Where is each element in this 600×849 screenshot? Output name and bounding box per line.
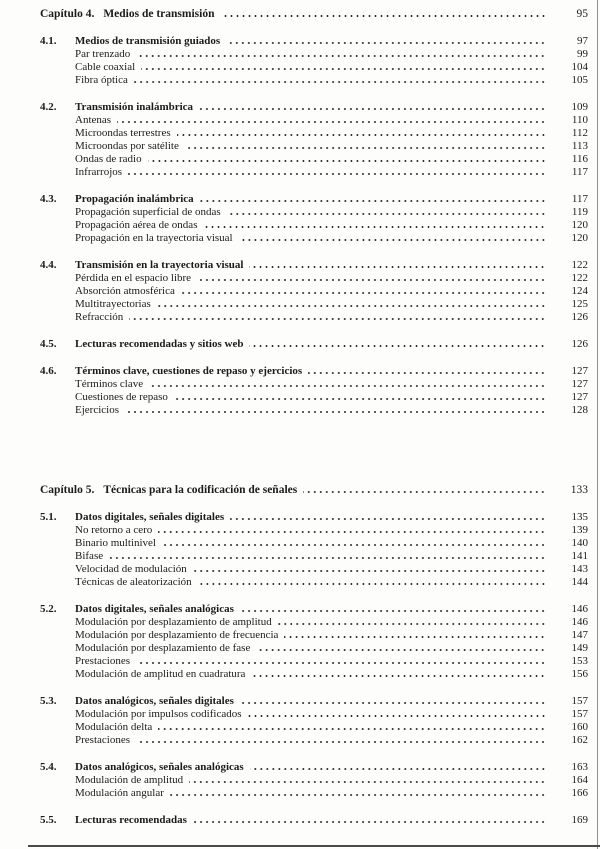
toc-entry [40,616,588,629]
entry-title: Absorción atmosférica [75,285,175,297]
entry-page: 163 [571,761,588,773]
entry-page: 117 [571,193,588,205]
entry-number: 4.2. [40,101,57,113]
toc-entry [40,74,588,87]
entry-page: 149 [571,642,588,654]
page-edge-bottom [28,845,600,847]
entry-page: 127 [571,378,588,390]
dot-leader [198,576,546,589]
toc-entry [40,603,588,616]
entry-page: 109 [571,101,588,113]
toc-entry [40,391,588,404]
dot-leader [162,537,546,550]
entry-page: 126 [571,311,588,323]
entry-title: Binario multinivel [75,537,156,549]
dot-leader [149,378,546,391]
entry-title: Microondas por satélite [75,140,179,152]
entry-title: Prestaciones [75,655,130,667]
toc-entry [40,8,588,21]
dot-leader [193,814,546,827]
entry-title: Fibra óptica [75,74,128,86]
entry-page: 153 [571,655,588,667]
entry-page: 113 [571,140,588,152]
entry-title: Lecturas recomendadas [75,814,187,826]
entry-page: 146 [571,616,588,628]
dot-leader [200,193,546,206]
entry-title: Ondas de radio [75,153,142,165]
entry-title: Refracción [75,311,124,323]
toc [40,8,588,827]
toc-entry [40,193,588,206]
entry-title: Modulación delta [75,721,153,733]
entry-title: Modulación por impulsos codificados [75,708,242,720]
toc-entry [40,814,588,827]
dot-leader [203,219,546,232]
page-edge-right [597,0,598,849]
entry-title: Multitrayectorias [75,298,151,310]
dot-leader [189,774,546,787]
dot-leader [284,629,546,642]
entry-page: 143 [571,563,588,575]
entry-page: 166 [571,787,588,799]
entry-page: 157 [571,708,588,720]
dot-leader [248,708,546,721]
dot-leader [249,338,546,351]
entry-title: Bifase [75,550,104,562]
entry-page: 169 [571,814,588,826]
entry-page: 126 [571,338,588,350]
entry-page: 157 [571,695,588,707]
entry-page: 140 [571,537,588,549]
entry-page: 122 [571,259,588,271]
dot-leader [136,48,546,61]
dot-leader [226,35,546,48]
dot-leader [230,511,546,524]
entry-title: Propagación en la trayectoria visual [75,232,233,244]
toc-entry [40,404,588,417]
entry-title: Medios de transmisión [103,8,215,20]
entry-page: 120 [571,232,588,244]
entry-title: Cable coaxial [75,61,136,73]
entry-number: 4.3. [40,193,57,205]
entry-number: 4.4. [40,259,57,271]
entry-title: Antenas [75,114,112,126]
toc-entry [40,127,588,140]
entry-page: 139 [571,524,588,536]
toc-entry [40,787,588,800]
entry-page: 133 [570,484,588,496]
entry-title: No retorno a cero [75,524,153,536]
toc-entry [40,524,588,537]
toc-entry [40,101,588,114]
entry-page: 105 [571,74,588,86]
toc-entry [40,259,588,272]
entry-page: 162 [571,734,588,746]
toc-entry [40,272,588,285]
entry-title: Lecturas recomendadas y sitios web [75,338,244,350]
entry-number: 4.5. [40,338,57,350]
entry-title: Modulación angular [75,787,164,799]
entry-title: Modulación por desplazamiento de amplitud [75,616,272,628]
toc-entry [40,550,588,563]
dot-leader [158,721,546,734]
entry-number: 5.5. [40,814,57,826]
entry-title: Infrarrojos [75,166,123,178]
toc-entry [40,563,588,576]
entry-title: Par trenzado [75,48,131,60]
toc-entry [40,285,588,298]
dot-leader [197,272,546,285]
entry-number: Capítulo 4. [40,8,95,20]
toc-entry [40,232,588,245]
dot-leader [177,127,546,140]
toc-entry [40,219,588,232]
entry-number: 5.3. [40,695,57,707]
dot-leader [125,404,546,417]
dot-leader [129,311,546,324]
toc-entry [40,153,588,166]
entry-page: 147 [571,629,588,641]
entry-page: 144 [571,576,588,588]
toc-entry [40,114,588,127]
entry-title: Términos clave, cuestiones de repaso y ejercicios [75,365,303,377]
entry-page: 116 [571,153,588,165]
entry-number: 4.6. [40,365,57,377]
dot-leader [174,391,546,404]
entry-title: Medios de transmisión guiados [75,35,221,47]
entry-title: Microondas terrestres [75,127,171,139]
dot-leader [249,259,546,272]
dot-leader [136,734,546,747]
toc-entry [40,537,588,550]
entry-page: 160 [571,721,588,733]
toc-entry [40,484,588,497]
entry-title: Datos analógicos, señales analógicas [75,761,244,773]
entry-title: Términos clave [75,378,144,390]
entry-title: Velocidad de modulación [75,563,187,575]
dot-leader [185,140,546,153]
entry-title: Ejercicios [75,404,119,416]
entry-title: Modulación de amplitud en cuadratura [75,668,246,680]
entry-page: 156 [571,668,588,680]
entry-page: 164 [571,774,588,786]
toc-entry [40,311,588,324]
dot-leader [227,206,546,219]
entry-page: 124 [571,285,588,297]
toc-entry [40,708,588,721]
entry-title: Modulación por desplazamiento de fase [75,642,251,654]
toc-entry [40,774,588,787]
entry-title: Propagación inalámbrica [75,193,194,205]
entry-title: Cuestiones de repaso [75,391,168,403]
dot-leader [199,101,546,114]
dot-leader [141,61,546,74]
entry-page: 127 [571,365,588,377]
entry-page: 110 [571,114,588,126]
dot-leader [148,153,546,166]
toc-entry [40,365,588,378]
dot-leader [157,298,546,311]
dot-leader [250,761,546,774]
toc-entry [40,629,588,642]
entry-number: 5.2. [40,603,57,615]
toc-entry [40,721,588,734]
entry-page: 125 [571,298,588,310]
dot-leader [128,166,546,179]
entry-page: 97 [577,35,588,47]
entry-page: 104 [571,61,588,73]
dot-leader [256,642,546,655]
dot-leader [308,365,546,378]
toc-entry [40,655,588,668]
dot-leader [251,668,546,681]
dot-leader [193,563,546,576]
entry-title: Técnicas de aleatorización [75,576,192,588]
dot-leader [278,616,546,629]
dot-leader [109,550,546,563]
toc-entry [40,761,588,774]
toc-entry [40,338,588,351]
entry-title: Modulación de amplitud [75,774,184,786]
entry-page: 122 [571,272,588,284]
entry-title: Datos digitales, señales analógicas [75,603,234,615]
toc-entry [40,642,588,655]
toc-entry [40,48,588,61]
dot-leader [239,232,546,245]
toc-entry [40,166,588,179]
dot-leader [117,114,546,127]
entry-number: 4.1. [40,35,57,47]
entry-title: Modulación por desplazamiento de frecuencia [75,629,279,641]
entry-title: Datos digitales, señales digitales [75,511,225,523]
entry-title: Transmisión en la trayectoria visual [75,259,244,271]
entry-page: 127 [571,391,588,403]
toc-entry [40,140,588,153]
entry-title: Datos analógicos, señales digitales [75,695,234,707]
entry-number: 5.1. [40,511,57,523]
dot-leader [303,484,546,497]
dot-leader [158,524,546,537]
toc-entry [40,61,588,74]
entry-page: 112 [571,127,588,139]
entry-page: 95 [576,8,588,20]
toc-entry [40,298,588,311]
entry-page: 128 [571,404,588,416]
entry-page: 120 [571,219,588,231]
entry-title: Pérdida en el espacio libre [75,272,192,284]
toc-entry [40,734,588,747]
entry-page: 117 [571,166,588,178]
entry-page: 135 [571,511,588,523]
entry-number: 5.4. [40,761,57,773]
toc-entry [40,576,588,589]
entry-title: Propagación superficial de ondas [75,206,221,218]
dot-leader [134,74,546,87]
dot-leader [221,8,547,21]
toc-entry [40,206,588,219]
toc-entry [40,378,588,391]
toc-entry [40,695,588,708]
entry-title: Propagación aérea de ondas [75,219,198,231]
dot-leader [181,285,546,298]
dot-leader [240,603,546,616]
entry-page: 146 [571,603,588,615]
toc-entry [40,511,588,524]
entry-page: 119 [571,206,588,218]
entry-page: 141 [571,550,588,562]
toc-entry [40,668,588,681]
dot-leader [136,655,546,668]
dot-leader [170,787,546,800]
dot-leader [240,695,546,708]
entry-title: Transmisión inalámbrica [75,101,194,113]
toc-entry [40,35,588,48]
entry-number: Capítulo 5. [40,484,95,496]
entry-title: Técnicas para la codificación de señales [103,484,298,496]
entry-title: Prestaciones [75,734,130,746]
entry-page: 99 [577,48,588,60]
